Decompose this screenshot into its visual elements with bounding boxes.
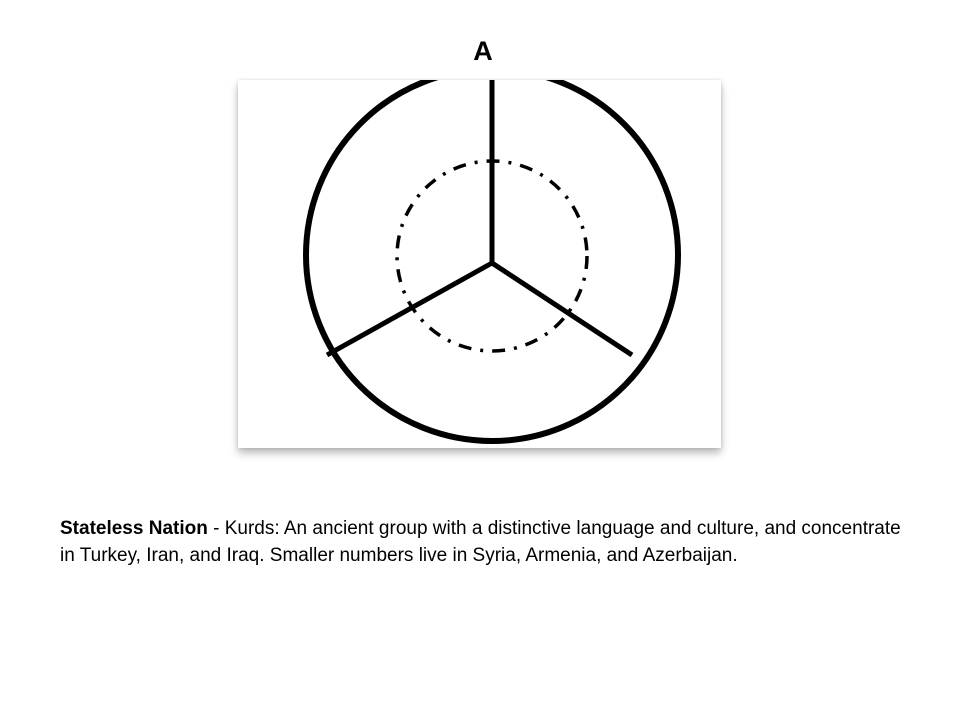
caption-text: - Kurds: An ancient group with a distinctive language and culture, and concentrate in Turkey, Iran, and Iraq. Smaller numbers live in Syria, Armenia, and Azerbaijan. xyxy=(60,518,901,566)
diagram-figure xyxy=(238,80,721,448)
spoke-lower-left xyxy=(327,263,492,355)
spoke-lower-right xyxy=(492,263,632,355)
caption-paragraph xyxy=(60,515,920,569)
caption-term: Stateless Nation xyxy=(60,518,208,539)
slide-title: A xyxy=(473,36,493,66)
state-shape-diagram xyxy=(238,80,721,448)
